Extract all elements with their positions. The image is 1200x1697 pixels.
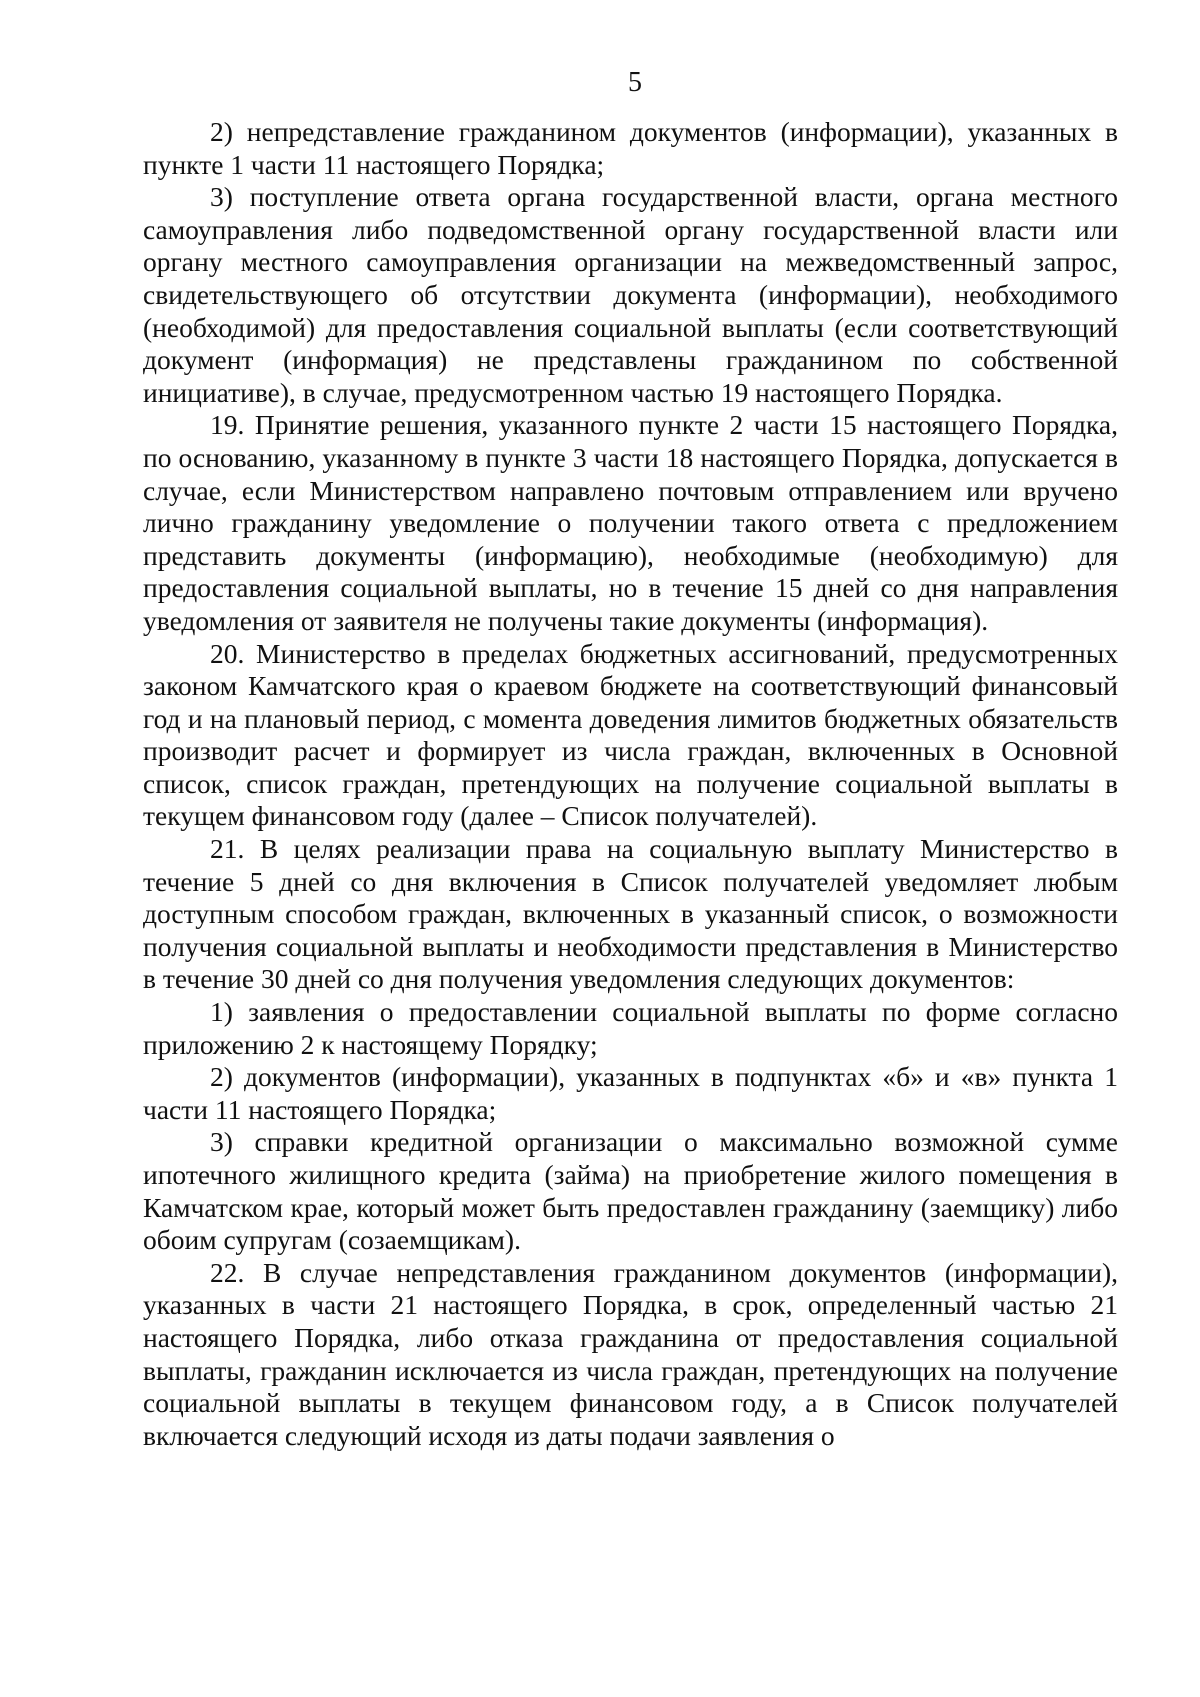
paragraph-section-20: 20. Министерство в пределах бюджетных ассигнований, предусмотренных законом Камчатского края о краевом бюджете на соответствующий финансовый год и на плановый период, с момента доведения лимитов бюджетных обязательств производит расчет и формирует из числа граждан, включенных в Основной список, список граждан, претендующих на получение социальной выплаты в текущем финансовом году (далее – Список получателей).	[143, 637, 1118, 832]
paragraph-section-21-item-1: 1) заявления о предоставлении социальной выплаты по форме согласно приложению 2 к настоящему Порядку;	[143, 996, 1118, 1060]
paragraph-section-21: 21. В целях реализации права на социальную выплату Министерство в течение 5 дней со дня включения в Список получателей уведомляет любым доступным способом граждан, включенных в указанный список, о возможности получения социальной выплаты и необходимости представления в Министерство в течение 30 дней со дня получения уведомления следующих документов:	[143, 833, 1118, 995]
paragraph-section-21-item-2: 2) документов (информации), указанных в подпунктах «б» и «в» пункта 1 части 11 настоящего Порядка;	[143, 1061, 1118, 1125]
page-number: 5	[628, 67, 642, 98]
document-body	[143, 116, 1118, 1452]
paragraph-item-3-interagency-response: 3) поступление ответа органа государственной власти, органа местного самоуправления либо подведомственной органу государственной власти или органу местного самоуправления организации на межведомственный запрос, свидетельствующего об отсутствии документа (информации), необходимого (необходимой) для предоставления социальной выплаты (если соответствующий документ (информация) не представлены гражданином по собственной инициативе), в случае, предусмотренном частью 19 настоящего Порядка.	[143, 181, 1118, 408]
paragraph-section-22: 22. В случае непредставления гражданином документов (информации), указанных в части 21 настоящего Порядка, в срок, определенный частью 21 настоящего Порядка, либо отказа гражданина от предоставления социальной выплаты, гражданин исключается из числа граждан, претендующих на получение социальной выплаты в текущем финансовом году, а в Список получателей включается следующий исходя из даты подачи заявления о	[143, 1256, 1118, 1451]
paragraph-section-19: 19. Принятие решения, указанного пункте 2 части 15 настоящего Порядка, по основанию, указанному в пункте 3 части 18 настоящего Порядка, допускается в случае, если Министерством направлено почтовым отправлением или вручено лично гражданину уведомление о получении такого ответа с предложением представить документы (информацию), необходимые (необходимую) для предоставления социальной выплаты, но в течение 15 дней со дня направления уведомления от заявителя не получены такие документы (информация).	[143, 409, 1118, 636]
paragraph-item-2-non-submission: 2) непредставление гражданином документов (информации), указанных в пункте 1 части 11 настоящего Порядка;	[143, 116, 1118, 180]
paragraph-section-21-item-3: 3) справки кредитной организации о максимально возможной сумме ипотечного жилищного кредита (займа) на приобретение жилого помещения в Камчатском крае, который может быть предоставлен гражданину (заемщику) либо обоим супругам (созаемщикам).	[143, 1126, 1118, 1256]
